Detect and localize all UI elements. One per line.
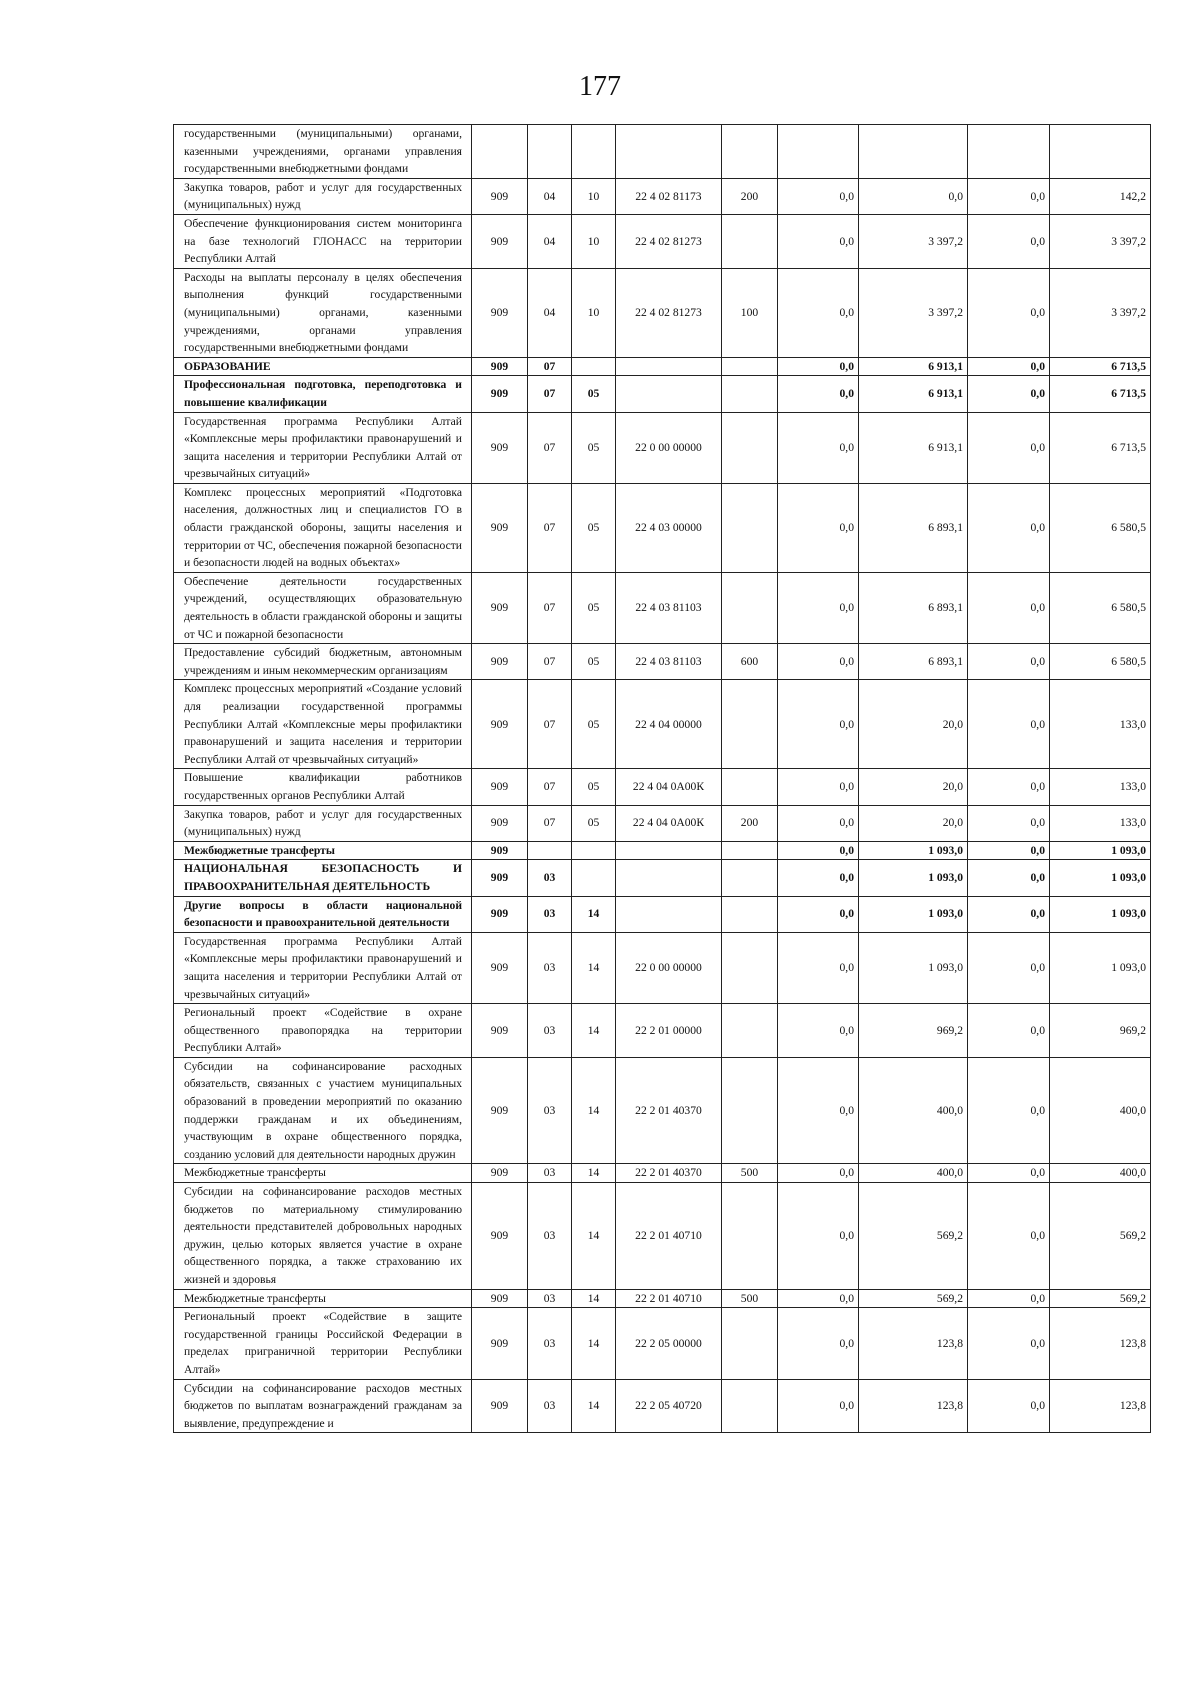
cell-section [528, 125, 572, 179]
cell-value-4: 969,2 [1050, 1004, 1151, 1058]
cell-subsection [572, 860, 616, 896]
cell-name: Комплекс процессных мероприятий «Создание условий для реализации государственной программы Республики Алтай «Комплексные меры профилактики правонарушений и защита населения и территории Республики Алтай от чрезвычайных ситуаций» [174, 680, 472, 769]
cell-admin-code: 909 [472, 860, 528, 896]
cell-value-2: 969,2 [859, 1004, 968, 1058]
cell-value-3: 0,0 [968, 268, 1050, 357]
cell-target-article: 22 4 04 0А00К [616, 805, 722, 841]
cell-expense-type [722, 357, 778, 376]
cell-expense-type [722, 1057, 778, 1164]
cell-value-2: 123,8 [859, 1308, 968, 1379]
cell-admin-code: 909 [472, 932, 528, 1003]
cell-value-2 [859, 125, 968, 179]
cell-value-2: 400,0 [859, 1164, 968, 1183]
cell-value-4: 1 093,0 [1050, 932, 1151, 1003]
cell-expense-type [722, 860, 778, 896]
cell-admin-code: 909 [472, 268, 528, 357]
cell-subsection: 05 [572, 644, 616, 680]
cell-subsection: 10 [572, 214, 616, 268]
cell-admin-code: 909 [472, 483, 528, 572]
table-row [174, 214, 1151, 268]
cell-section: 03 [528, 1183, 572, 1290]
cell-value-2: 1 093,0 [859, 841, 968, 860]
cell-expense-type [722, 1308, 778, 1379]
cell-value-3 [968, 125, 1050, 179]
cell-subsection: 05 [572, 572, 616, 643]
cell-value-3: 0,0 [968, 1308, 1050, 1379]
cell-subsection: 05 [572, 680, 616, 769]
table-row [174, 805, 1151, 841]
table-row [174, 1004, 1151, 1058]
cell-value-2: 20,0 [859, 805, 968, 841]
cell-value-2: 6 893,1 [859, 644, 968, 680]
cell-admin-code: 909 [472, 412, 528, 483]
cell-value-1: 0,0 [778, 680, 859, 769]
cell-expense-type: 600 [722, 644, 778, 680]
cell-subsection: 14 [572, 896, 616, 932]
cell-subsection: 05 [572, 483, 616, 572]
cell-target-article: 22 4 03 00000 [616, 483, 722, 572]
cell-name: Региональный проект «Содействие в защите государственной границы Российской Федерации в пределах приграничной территории Республики Алтай» [174, 1308, 472, 1379]
cell-expense-type: 500 [722, 1164, 778, 1183]
cell-value-3: 0,0 [968, 860, 1050, 896]
cell-section: 03 [528, 1308, 572, 1379]
cell-value-4: 400,0 [1050, 1164, 1151, 1183]
table-row [174, 680, 1151, 769]
cell-admin-code: 909 [472, 805, 528, 841]
cell-value-1: 0,0 [778, 1183, 859, 1290]
cell-target-article: 22 4 04 00000 [616, 680, 722, 769]
cell-admin-code: 909 [472, 1004, 528, 1058]
table-row [174, 357, 1151, 376]
cell-subsection: 14 [572, 1379, 616, 1433]
cell-subsection: 14 [572, 932, 616, 1003]
table-row [174, 1308, 1151, 1379]
cell-value-2: 1 093,0 [859, 896, 968, 932]
cell-subsection [572, 125, 616, 179]
cell-target-article: 22 2 05 40720 [616, 1379, 722, 1433]
cell-section: 03 [528, 1379, 572, 1433]
cell-name: Государственная программа Республики Алтай «Комплексные меры профилактики правонарушений и защита населения и территории Республики Алтай от чрезвычайных ситуаций» [174, 412, 472, 483]
cell-value-3: 0,0 [968, 1004, 1050, 1058]
cell-subsection: 14 [572, 1183, 616, 1290]
cell-section [528, 841, 572, 860]
cell-section: 04 [528, 178, 572, 214]
cell-section: 03 [528, 896, 572, 932]
cell-section: 04 [528, 214, 572, 268]
cell-value-3: 0,0 [968, 376, 1050, 412]
cell-name: государственными (муниципальными) органами, казенными учреждениями, органами управления государственными внебюджетными фондами [174, 125, 472, 179]
cell-target-article: 22 0 00 00000 [616, 932, 722, 1003]
cell-value-3: 0,0 [968, 896, 1050, 932]
cell-name: Предоставление субсидий бюджетным, автономным учреждениям и иным некоммерческим организациям [174, 644, 472, 680]
cell-expense-type [722, 412, 778, 483]
cell-value-2: 400,0 [859, 1057, 968, 1164]
cell-admin-code: 909 [472, 1308, 528, 1379]
cell-target-article [616, 860, 722, 896]
cell-value-1: 0,0 [778, 1379, 859, 1433]
cell-name: Межбюджетные трансферты [174, 1289, 472, 1308]
cell-subsection: 05 [572, 412, 616, 483]
cell-expense-type [722, 1004, 778, 1058]
table-row [174, 412, 1151, 483]
cell-section: 07 [528, 572, 572, 643]
cell-value-1: 0,0 [778, 572, 859, 643]
cell-admin-code [472, 125, 528, 179]
cell-target-article: 22 4 02 81273 [616, 214, 722, 268]
cell-value-3: 0,0 [968, 644, 1050, 680]
cell-admin-code: 909 [472, 178, 528, 214]
table-row [174, 125, 1151, 179]
cell-expense-type: 100 [722, 268, 778, 357]
cell-section: 07 [528, 483, 572, 572]
table-row [174, 178, 1151, 214]
cell-name: Профессиональная подготовка, переподготовка и повышение квалификации [174, 376, 472, 412]
cell-value-3: 0,0 [968, 805, 1050, 841]
table-row [174, 860, 1151, 896]
cell-value-1: 0,0 [778, 841, 859, 860]
cell-value-3: 0,0 [968, 1289, 1050, 1308]
cell-value-2: 1 093,0 [859, 860, 968, 896]
cell-value-3: 0,0 [968, 178, 1050, 214]
cell-name: ОБРАЗОВАНИЕ [174, 357, 472, 376]
cell-expense-type [722, 841, 778, 860]
cell-section: 07 [528, 357, 572, 376]
cell-value-4: 123,8 [1050, 1308, 1151, 1379]
cell-subsection: 10 [572, 268, 616, 357]
cell-subsection: 10 [572, 178, 616, 214]
cell-value-3: 0,0 [968, 769, 1050, 805]
cell-value-2: 569,2 [859, 1183, 968, 1290]
cell-value-1: 0,0 [778, 268, 859, 357]
table-body [174, 125, 1151, 1433]
cell-expense-type: 500 [722, 1289, 778, 1308]
cell-value-3: 0,0 [968, 1057, 1050, 1164]
cell-expense-type [722, 125, 778, 179]
cell-admin-code: 909 [472, 1057, 528, 1164]
cell-subsection [572, 357, 616, 376]
cell-value-4: 569,2 [1050, 1289, 1151, 1308]
cell-expense-type [722, 214, 778, 268]
cell-value-4: 123,8 [1050, 1379, 1151, 1433]
cell-expense-type: 200 [722, 178, 778, 214]
cell-value-3: 0,0 [968, 1183, 1050, 1290]
cell-value-1: 0,0 [778, 1004, 859, 1058]
cell-subsection: 14 [572, 1057, 616, 1164]
page-number: 177 [579, 71, 621, 102]
cell-value-2: 6 913,1 [859, 357, 968, 376]
cell-value-4: 3 397,2 [1050, 214, 1151, 268]
cell-target-article: 22 2 01 40370 [616, 1057, 722, 1164]
cell-name: Субсидии на софинансирование расходов местных бюджетов по материальному стимулированию деятельности представителей добровольных народных дружин, целью которых является участие в охране общественного порядка, а также страхованию их жизней и здоровья [174, 1183, 472, 1290]
cell-subsection: 05 [572, 376, 616, 412]
cell-value-2: 6 913,1 [859, 376, 968, 412]
cell-target-article [616, 896, 722, 932]
cell-value-3: 0,0 [968, 1164, 1050, 1183]
cell-subsection: 14 [572, 1004, 616, 1058]
cell-value-4: 133,0 [1050, 769, 1151, 805]
cell-value-2: 3 397,2 [859, 214, 968, 268]
cell-admin-code: 909 [472, 680, 528, 769]
cell-section: 03 [528, 1164, 572, 1183]
cell-value-4: 6 713,5 [1050, 376, 1151, 412]
cell-value-2: 20,0 [859, 769, 968, 805]
cell-expense-type [722, 932, 778, 1003]
cell-value-4: 6 580,5 [1050, 572, 1151, 643]
table-row [174, 572, 1151, 643]
cell-name: Обеспечение деятельности государственных учреждений, осуществляющих образовательную деятельность в области гражданской обороны и защиты от ЧС и пожарной безопасности [174, 572, 472, 643]
cell-value-1: 0,0 [778, 932, 859, 1003]
cell-section: 04 [528, 268, 572, 357]
table-row [174, 1183, 1151, 1290]
cell-target-article: 22 4 03 81103 [616, 572, 722, 643]
cell-target-article: 22 0 00 00000 [616, 412, 722, 483]
table-row [174, 268, 1151, 357]
cell-admin-code: 909 [472, 214, 528, 268]
cell-value-2: 0,0 [859, 178, 968, 214]
cell-section: 03 [528, 1289, 572, 1308]
cell-value-4: 1 093,0 [1050, 841, 1151, 860]
cell-value-4: 133,0 [1050, 805, 1151, 841]
cell-name: Комплекс процессных мероприятий «Подготовка населения, должностных лиц и специалистов ГО в области гражданской обороны, защиты населения и территории от ЧС, обеспечения пожарной безопасности и безопасности людей на водных объектах» [174, 483, 472, 572]
cell-value-4: 400,0 [1050, 1057, 1151, 1164]
cell-value-4: 6 713,5 [1050, 357, 1151, 376]
cell-admin-code: 909 [472, 841, 528, 860]
cell-admin-code: 909 [472, 376, 528, 412]
cell-subsection: 14 [572, 1164, 616, 1183]
cell-expense-type [722, 483, 778, 572]
cell-value-3: 0,0 [968, 214, 1050, 268]
cell-value-2: 3 397,2 [859, 268, 968, 357]
cell-section: 03 [528, 932, 572, 1003]
table-row [174, 932, 1151, 1003]
cell-value-4: 6 713,5 [1050, 412, 1151, 483]
cell-value-1: 0,0 [778, 376, 859, 412]
cell-value-1: 0,0 [778, 1164, 859, 1183]
cell-admin-code: 909 [472, 1164, 528, 1183]
cell-subsection: 14 [572, 1289, 616, 1308]
cell-value-4: 6 580,5 [1050, 644, 1151, 680]
table-row [174, 841, 1151, 860]
table-row [174, 769, 1151, 805]
cell-value-1: 0,0 [778, 483, 859, 572]
cell-target-article: 22 4 03 81103 [616, 644, 722, 680]
cell-value-4: 1 093,0 [1050, 896, 1151, 932]
cell-value-2: 20,0 [859, 680, 968, 769]
cell-target-article [616, 125, 722, 179]
cell-value-2: 6 893,1 [859, 483, 968, 572]
cell-expense-type [722, 376, 778, 412]
cell-value-1: 0,0 [778, 178, 859, 214]
cell-section: 07 [528, 680, 572, 769]
cell-name: НАЦИОНАЛЬНАЯ БЕЗОПАСНОСТЬ И ПРАВООХРАНИТЕЛЬНАЯ ДЕЯТЕЛЬНОСТЬ [174, 860, 472, 896]
cell-section: 03 [528, 1057, 572, 1164]
table-row [174, 1289, 1151, 1308]
cell-value-4: 133,0 [1050, 680, 1151, 769]
cell-admin-code: 909 [472, 357, 528, 376]
cell-name: Повышение квалификации работников государственных органов Республики Алтай [174, 769, 472, 805]
cell-value-1: 0,0 [778, 644, 859, 680]
cell-name: Закупка товаров, работ и услуг для государственных (муниципальных) нужд [174, 178, 472, 214]
cell-section: 03 [528, 1004, 572, 1058]
table-row [174, 1164, 1151, 1183]
cell-name: Региональный проект «Содействие в охране общественного правопорядка на территории Республики Алтай» [174, 1004, 472, 1058]
cell-value-4: 142,2 [1050, 178, 1151, 214]
cell-admin-code: 909 [472, 1379, 528, 1433]
cell-target-article: 22 4 02 81273 [616, 268, 722, 357]
cell-subsection: 05 [572, 769, 616, 805]
cell-name: Закупка товаров, работ и услуг для государственных (муниципальных) нужд [174, 805, 472, 841]
cell-value-1: 0,0 [778, 805, 859, 841]
cell-value-2: 6 893,1 [859, 572, 968, 643]
cell-value-1: 0,0 [778, 1289, 859, 1308]
cell-value-3: 0,0 [968, 1379, 1050, 1433]
cell-value-4: 3 397,2 [1050, 268, 1151, 357]
table-row [174, 644, 1151, 680]
budget-table [173, 124, 1151, 1433]
cell-subsection: 14 [572, 1308, 616, 1379]
cell-admin-code: 909 [472, 644, 528, 680]
cell-value-1: 0,0 [778, 860, 859, 896]
cell-value-2: 6 913,1 [859, 412, 968, 483]
cell-section: 07 [528, 412, 572, 483]
cell-name: Государственная программа Республики Алтай «Комплексные меры профилактики правонарушений и защита населения и территории Республики Алтай от чрезвычайных ситуаций» [174, 932, 472, 1003]
cell-section: 07 [528, 805, 572, 841]
cell-expense-type [722, 1183, 778, 1290]
cell-expense-type [722, 896, 778, 932]
cell-name: Другие вопросы в области национальной безопасности и правоохранительной деятельности [174, 896, 472, 932]
table-row [174, 483, 1151, 572]
cell-target-article [616, 376, 722, 412]
cell-section: 03 [528, 860, 572, 896]
cell-admin-code: 909 [472, 572, 528, 643]
cell-value-3: 0,0 [968, 483, 1050, 572]
cell-target-article: 22 2 01 40710 [616, 1289, 722, 1308]
cell-value-1: 0,0 [778, 896, 859, 932]
cell-value-3: 0,0 [968, 357, 1050, 376]
cell-expense-type [722, 1379, 778, 1433]
cell-value-2: 123,8 [859, 1379, 968, 1433]
cell-target-article: 22 2 01 40370 [616, 1164, 722, 1183]
cell-target-article: 22 2 01 40710 [616, 1183, 722, 1290]
cell-name: Субсидии на софинансирование расходных обязательств, связанных с участием муниципальных образований в проведении мероприятий по оказанию поддержки гражданам и их объединениям, участвующим в охране общественного порядка, созданию условий для деятельности народных дружин [174, 1057, 472, 1164]
cell-name: Расходы на выплаты персоналу в целях обеспечения выполнения функций государственными (муниципальными) органами, казенными учреждениями, органами управления государственными внебюджетными фондами [174, 268, 472, 357]
table-row [174, 896, 1151, 932]
cell-target-article [616, 357, 722, 376]
cell-target-article: 22 4 02 81173 [616, 178, 722, 214]
cell-admin-code: 909 [472, 769, 528, 805]
cell-admin-code: 909 [472, 1289, 528, 1308]
cell-admin-code: 909 [472, 1183, 528, 1290]
cell-value-4: 6 580,5 [1050, 483, 1151, 572]
cell-value-4 [1050, 125, 1151, 179]
cell-value-4: 1 093,0 [1050, 860, 1151, 896]
cell-section: 07 [528, 376, 572, 412]
table-row [174, 376, 1151, 412]
cell-name: Обеспечение функционирования систем мониторинга на базе технологий ГЛОНАСС на территории Республики Алтай [174, 214, 472, 268]
cell-section: 07 [528, 644, 572, 680]
cell-value-1: 0,0 [778, 1057, 859, 1164]
cell-value-1: 0,0 [778, 214, 859, 268]
cell-value-1: 0,0 [778, 412, 859, 483]
table-row [174, 1379, 1151, 1433]
cell-subsection: 05 [572, 805, 616, 841]
cell-value-3: 0,0 [968, 932, 1050, 1003]
cell-value-2: 1 093,0 [859, 932, 968, 1003]
cell-expense-type: 200 [722, 805, 778, 841]
cell-expense-type [722, 572, 778, 643]
cell-value-1: 0,0 [778, 357, 859, 376]
cell-expense-type [722, 680, 778, 769]
cell-target-article: 22 2 01 00000 [616, 1004, 722, 1058]
cell-value-2: 569,2 [859, 1289, 968, 1308]
cell-target-article: 22 2 05 00000 [616, 1308, 722, 1379]
cell-value-4: 569,2 [1050, 1183, 1151, 1290]
cell-value-3: 0,0 [968, 572, 1050, 643]
cell-value-3: 0,0 [968, 841, 1050, 860]
cell-expense-type [722, 769, 778, 805]
cell-value-1: 0,0 [778, 1308, 859, 1379]
cell-name: Субсидии на софинансирование расходов местных бюджетов по выплатам вознаграждений гражданам за выявление, предупреждение и [174, 1379, 472, 1433]
cell-section: 07 [528, 769, 572, 805]
cell-value-1 [778, 125, 859, 179]
cell-admin-code: 909 [472, 896, 528, 932]
cell-value-3: 0,0 [968, 412, 1050, 483]
cell-name: Межбюджетные трансферты [174, 841, 472, 860]
cell-subsection [572, 841, 616, 860]
cell-target-article: 22 4 04 0А00К [616, 769, 722, 805]
cell-name: Межбюджетные трансферты [174, 1164, 472, 1183]
table-row [174, 1057, 1151, 1164]
cell-value-1: 0,0 [778, 769, 859, 805]
cell-target-article [616, 841, 722, 860]
cell-value-3: 0,0 [968, 680, 1050, 769]
